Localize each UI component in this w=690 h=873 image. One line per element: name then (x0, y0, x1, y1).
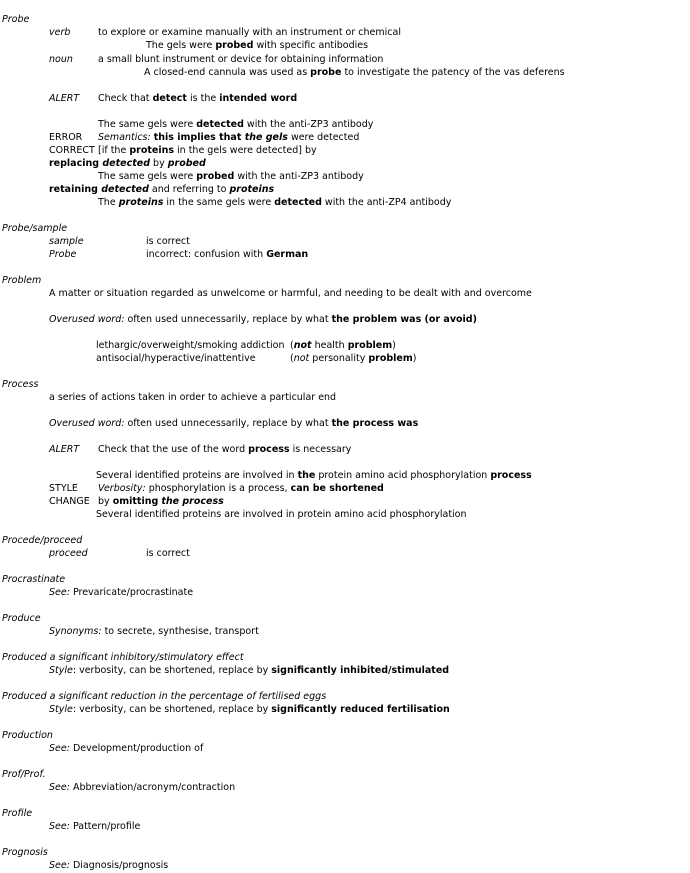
entry-heading-prognosis: Prognosis (2, 847, 48, 858)
overused-note: Overused word: often used unnecessarily, replace by what the problem was (or avoid) (49, 314, 477, 325)
alert-text: Check that the use of the word process is necessary (98, 444, 352, 455)
entry-heading-production: Production (2, 730, 53, 741)
term: Probe (49, 249, 77, 260)
entry-heading-probe: Probe (2, 14, 30, 25)
noun-definition: a small blunt instrument or device for obtaining information (98, 54, 384, 65)
entry-heading-process: Process (2, 379, 39, 390)
entry-heading-produced-significant-reduction: Produced a significant reduction in the percentage of fertilised eggs (2, 691, 327, 702)
entry-heading-produced-significant-effect: Produced a significant inhibitory/stimulatory effect (2, 652, 244, 663)
example-left: lethargic/overweight/smoking addiction (96, 340, 285, 351)
replacing-text: replacing detected by probed (49, 158, 206, 169)
entry-heading-produce: Produce (2, 613, 41, 624)
style-note: Style: verbosity, can be shortened, replace by significantly reduced fertilisation (49, 704, 450, 715)
style-text: Verbosity: phosphorylation is a process, can be shortened (98, 483, 384, 494)
retaining-text: retaining detected and referring to proteins (49, 184, 275, 195)
verb-definition: to explore or examine manually with an instrument or chemical (98, 27, 401, 38)
correct-label: CORRECT (49, 145, 95, 156)
see-reference: See: Abbreviation/acronym/contraction (49, 782, 236, 793)
noun-example: A closed-end cannula was used as probe to investigate the patency of the vas deferens (144, 67, 565, 78)
sample-sentence: Several identified proteins are involved in protein amino acid phosphorylation (96, 509, 467, 520)
sample-sentence: The proteins in the same gels were detected with the anti-ZP4 antibody (98, 197, 452, 208)
entry-heading-profile: Profile (2, 808, 33, 819)
style-label: STYLE (49, 483, 78, 494)
see-reference: See: Development/production of (49, 743, 204, 754)
sample-sentence: The same gels were probed with the anti-ZP3 antibody (98, 171, 364, 182)
sample-sentence: Several identified proteins are involved in the protein amino acid phosphorylation process (96, 470, 532, 481)
style-note: Style: verbosity, can be shortened, replace by significantly inhibited/stimulated (49, 665, 450, 676)
alert-label: ALERT (49, 444, 80, 455)
verb-example: The gels were probed with specific antibodies (146, 40, 369, 51)
example-right: (not personality problem) (290, 353, 417, 364)
entry-heading-procrastinate: Procrastinate (2, 574, 66, 585)
verb-label: verb (49, 27, 71, 38)
change-text: by omitting the process (98, 496, 224, 507)
entry-heading-prof: Prof/Prof. (2, 769, 46, 780)
definition: A matter or situation regarded as unwelcome or harmful, and needing to be dealt with and overcome (49, 288, 532, 299)
entry-heading-problem: Problem (2, 275, 42, 286)
example-right: (not health problem) (290, 340, 396, 351)
entry-heading-probe-sample: Probe/sample (2, 223, 68, 234)
see-reference: See: Prevaricate/procrastinate (49, 587, 194, 598)
see-reference: See: Diagnosis/prognosis (49, 860, 169, 871)
term-note: is correct (146, 236, 190, 247)
definition: a series of actions taken in order to achieve a particular end (49, 392, 337, 403)
alert-label: ALERT (49, 93, 80, 104)
term: proceed (49, 548, 88, 559)
term-note: incorrect: confusion with German (146, 249, 309, 260)
alert-text: Check that detect is the intended word (98, 93, 298, 104)
error-label: ERROR (49, 132, 83, 143)
example-left: antisocial/hyperactive/inattentive (96, 353, 256, 364)
error-text: Semantics: this implies that the gels were detected (98, 132, 360, 143)
overused-note: Overused word: often used unnecessarily, replace by what the process was (49, 418, 419, 429)
sample-sentence: The same gels were detected with the anti-ZP3 antibody (98, 119, 374, 130)
term-note: is correct (146, 548, 190, 559)
term: sample (49, 236, 84, 247)
entry-heading-procede: Procede/proceed (2, 535, 83, 546)
change-label: CHANGE (49, 496, 90, 507)
synonyms: Synonyms: to secrete, synthesise, transport (49, 626, 259, 637)
correct-text: [if the proteins in the gels were detected] by (98, 145, 317, 156)
see-reference: See: Pattern/profile (49, 821, 141, 832)
noun-label: noun (49, 54, 73, 65)
